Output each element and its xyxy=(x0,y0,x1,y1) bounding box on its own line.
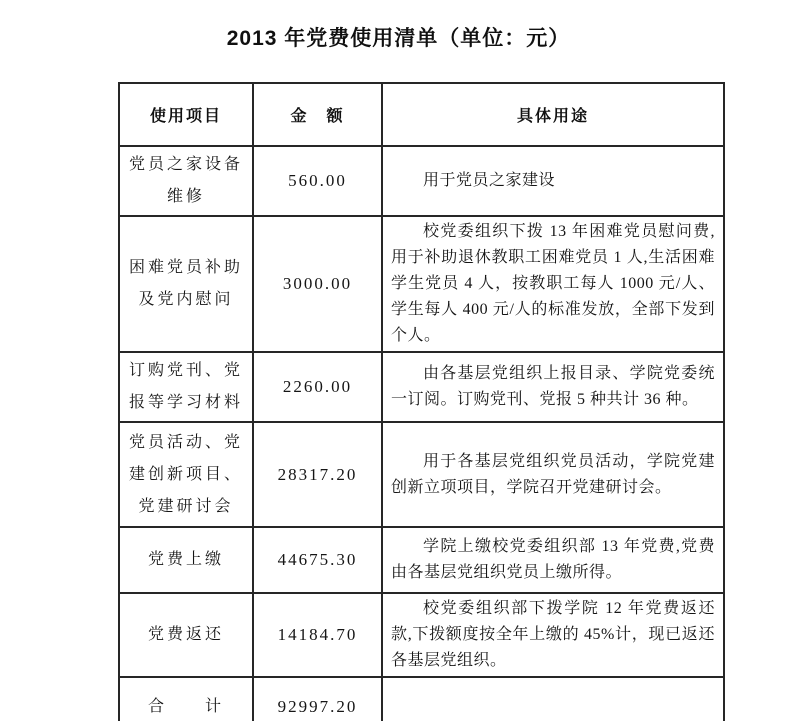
purpose-cell: 由各基层党组织上报目录、学院党委统一订阅。订购党刊、党报 5 种共计 36 种。 xyxy=(382,352,724,422)
header-purpose: 具体用途 xyxy=(382,83,724,146)
table-row xyxy=(119,593,724,677)
amount-cell: 3000.00 xyxy=(253,216,382,352)
amount-cell: 28317.20 xyxy=(253,422,382,527)
table-row xyxy=(119,216,724,352)
item-cell: 订购党刊、党报等学习材料 xyxy=(119,352,253,422)
item-cell: 党费返还 xyxy=(119,593,253,677)
table-row xyxy=(119,352,724,422)
purpose-cell xyxy=(382,677,724,721)
amount-cell: 44675.30 xyxy=(253,527,382,593)
fee-table xyxy=(118,82,725,721)
purpose-cell: 校党委组织下拨 13 年困难党员慰问费,用于补助退休教职工困难党员 1 人,生活困难学生党员 4 人，按教职工每人 1000 元/人、学生每人 400 元/人的标准发放，全部下发到个人。 xyxy=(382,216,724,352)
table-row xyxy=(119,677,724,721)
page-title: 2013 年党费使用清单（单位：元） xyxy=(226,27,571,50)
table-row xyxy=(119,527,724,593)
header-item: 使用项目 xyxy=(119,83,253,146)
item-cell: 党费上缴 xyxy=(119,527,253,593)
item-cell: 党员之家设备维修 xyxy=(119,146,253,216)
amount-cell: 14184.70 xyxy=(253,593,382,677)
purpose-cell: 用于党员之家建设 xyxy=(382,146,724,216)
table-row xyxy=(119,422,724,527)
amount-cell: 92997.20 xyxy=(253,677,382,721)
purpose-cell: 用于各基层党组织党员活动，学院党建创新立项项目，学院召开党建研讨会。 xyxy=(382,422,724,527)
item-cell: 合 计 xyxy=(119,677,253,721)
header-amount: 金 额 xyxy=(253,83,382,146)
item-cell: 党员活动、党建创新项目、党建研讨会 xyxy=(119,422,253,527)
amount-cell: 560.00 xyxy=(253,146,382,216)
purpose-cell: 校党委组织部下拨学院 12 年党费返还款,下拨额度按全年上缴的 45%计，现已返还各基层党组织。 xyxy=(382,593,724,677)
item-cell: 困难党员补助及党内慰问 xyxy=(119,216,253,352)
amount-cell: 2260.00 xyxy=(253,352,382,422)
header-row xyxy=(119,83,724,146)
table-row xyxy=(119,146,724,216)
purpose-cell: 学院上缴校党委组织部 13 年党费,党费由各基层党组织党员上缴所得。 xyxy=(382,527,724,593)
